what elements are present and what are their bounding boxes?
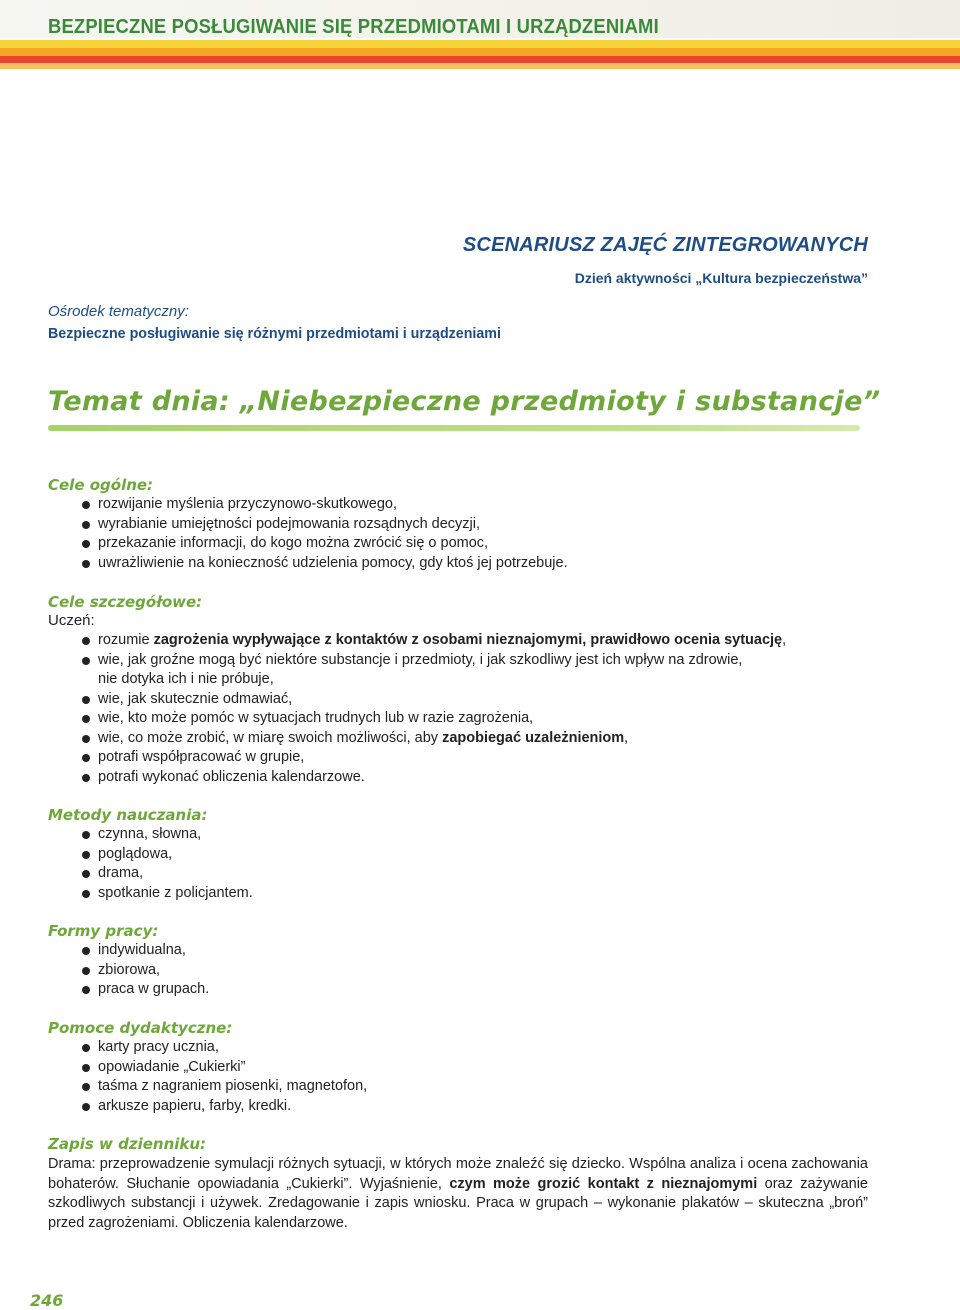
list-item-text: przekazanie informacji, do kogo można zwrócić się o pomoc, [98, 535, 489, 551]
list-item [48, 729, 868, 749]
bullet-icon [82, 870, 90, 878]
thematic-center-label: Ośrodek tematyczny: [48, 303, 189, 320]
list-item [48, 534, 868, 554]
methods-label: Metody nauczania: [48, 806, 208, 824]
bullet-icon [82, 967, 90, 975]
list-item [48, 1097, 868, 1117]
list-item [48, 845, 868, 865]
list-item-bold-text: zagrożenia wypływające z kontaktów z osobami nieznajomymi, prawidłowo ocenia sytuację [153, 632, 783, 648]
list-item-text: potrafi współpracować w grupie, [98, 749, 305, 765]
bullet-icon [82, 890, 90, 898]
list-item [48, 1077, 868, 1097]
header-stripe-light-orange [0, 63, 960, 69]
methods-list [48, 825, 868, 903]
list-item-text: drama, [98, 865, 144, 881]
list-item-text: rozumie [98, 632, 154, 648]
page-header [0, 0, 960, 72]
thematic-center-text: Bezpieczne posługiwanie się różnymi przedmiotami i urządzeniami [48, 325, 501, 342]
list-item-text: potrafi wykonać obliczenia kalendarzowe. [98, 768, 365, 785]
bullet-icon [82, 1044, 90, 1052]
specific-goals-intro: Uczeń: [48, 612, 95, 629]
bullet-icon [82, 1103, 90, 1111]
list-item-text: opowiadanie „Cukierki” [98, 1058, 246, 1075]
list-item-text: , [624, 729, 629, 746]
specific-goals-list [48, 631, 868, 787]
bullet-icon [82, 735, 90, 743]
bullet-icon [82, 637, 90, 645]
list-item-text: wie, jak skutecznie odmawiać, [98, 690, 293, 707]
list-item-text: taśma z nagraniem piosenki, magnetofon, [98, 1078, 368, 1094]
general-goals-list [48, 495, 868, 573]
bullet-icon [82, 774, 90, 782]
list-item [48, 709, 868, 729]
bullet-icon [82, 1064, 90, 1072]
bullet-icon [82, 986, 90, 994]
general-goals-label: Cele ogólne: [48, 476, 154, 494]
topic-underline [48, 425, 860, 431]
journal-text: Drama: przeprowadzenie symulacji różnych sytuacji, w których może znaleźć się dziecko. Wspólna analiza i ocena zachowania bohaterów. Słuchanie opowiadania „Cukierki”. Wyjaśnienie, [48, 1156, 868, 1192]
header-title: BEZPIECZNE POSŁUGIWANIE SIĘ PRZEDMIOTAMI I URZĄDZENIAMI [48, 16, 659, 38]
header-stripe-orange [0, 48, 960, 56]
bullet-icon [82, 696, 90, 704]
work-forms-list [48, 941, 868, 1000]
journal-bold-text: czym może grozić kontakt z nieznajomymi [449, 1175, 758, 1192]
list-item [48, 515, 868, 535]
list-item [48, 631, 868, 651]
header-stripe-yellow [0, 40, 960, 48]
list-item [48, 864, 868, 884]
list-item [48, 768, 868, 788]
journal-entry-text [48, 1155, 868, 1233]
header-stripe-red [0, 56, 960, 63]
list-item-text: wie, co może zrobić, w miarę swoich możliwości, aby [98, 729, 443, 746]
list-item [48, 554, 868, 574]
list-item-text: zbiorowa, [98, 961, 161, 978]
list-item-text: indywidualna, [98, 942, 186, 958]
list-item [48, 495, 868, 515]
bullet-icon [82, 1083, 90, 1091]
journal-text: oraz zażywanie szkodliwych substancji i używek. Zredagowanie i zapis wniosku. Praca w grupach – wykonanie plakatów – skuteczna „broń” przed zagrożeniami. Obliczenia kalendarzowe. [48, 1175, 869, 1231]
list-item [48, 961, 868, 981]
list-item [48, 980, 868, 1000]
list-item-text: wie, jak groźne mogą być niektóre substancje i przedmioty, i jak szkodliwy jest ich wpływ na zdrowie, [98, 651, 743, 668]
scenario-subtitle: Dzień aktywności „Kultura bezpieczeństwa” [574, 270, 868, 286]
bullet-icon [82, 851, 90, 859]
list-item [48, 1038, 868, 1058]
bullet-icon [82, 657, 90, 665]
list-item-text: czynna, słowna, [98, 826, 202, 842]
list-item-text: praca w grupach. [98, 981, 210, 997]
list-item-text: arkusze papieru, farby, kredki. [98, 1097, 292, 1114]
work-forms-label: Formy pracy: [48, 922, 159, 940]
list-item-text: nie dotyka ich i nie próbuje, [98, 671, 274, 687]
teaching-aids-label: Pomoce dydaktyczne: [48, 1019, 233, 1037]
list-item-text: uwrażliwienie na konieczność udzielenia pomocy, gdy ktoś jej potrzebuje. [98, 554, 568, 571]
list-item [48, 651, 868, 690]
specific-goals-label: Cele szczegółowe: [48, 593, 203, 611]
list-item-text: karty pracy ucznia, [98, 1039, 219, 1055]
list-item [48, 884, 868, 904]
list-item [48, 1058, 868, 1078]
bullet-icon [82, 501, 90, 509]
bullet-icon [82, 947, 90, 955]
page-number: 246 [30, 1291, 64, 1310]
list-item [48, 825, 868, 845]
list-item-bold-text: zapobiegać uzależnieniom [442, 729, 625, 746]
list-item-text: poglądowa, [98, 845, 173, 862]
scenario-title: SCENARIUSZ ZAJĘĆ ZINTEGROWANYCH [462, 234, 868, 256]
list-item-text: rozwijanie myślenia przyczynowo-skutkowego, [98, 496, 397, 512]
journal-entry-label: Zapis w dzienniku: [48, 1135, 207, 1153]
list-item-text: wie, kto może pomóc w sytuacjach trudnych lub w razie zagrożenia, [98, 710, 534, 726]
bullet-icon [82, 831, 90, 839]
bullet-icon [82, 715, 90, 723]
list-item-text: wyrabianie umiejętności podejmowania rozsądnych decyzji, [98, 515, 481, 532]
list-item-text: spotkanie z policjantem. [98, 884, 253, 901]
bullet-icon [82, 754, 90, 762]
teaching-aids-list [48, 1038, 868, 1116]
topic-heading: Temat dnia: „Niebezpieczne przedmioty i substancje” [48, 386, 881, 417]
bullet-icon [82, 521, 90, 529]
list-item [48, 748, 868, 768]
bullet-icon [82, 560, 90, 568]
list-item-text: , [782, 632, 787, 648]
bullet-icon [82, 540, 90, 548]
list-item [48, 941, 868, 961]
list-item [48, 690, 868, 710]
